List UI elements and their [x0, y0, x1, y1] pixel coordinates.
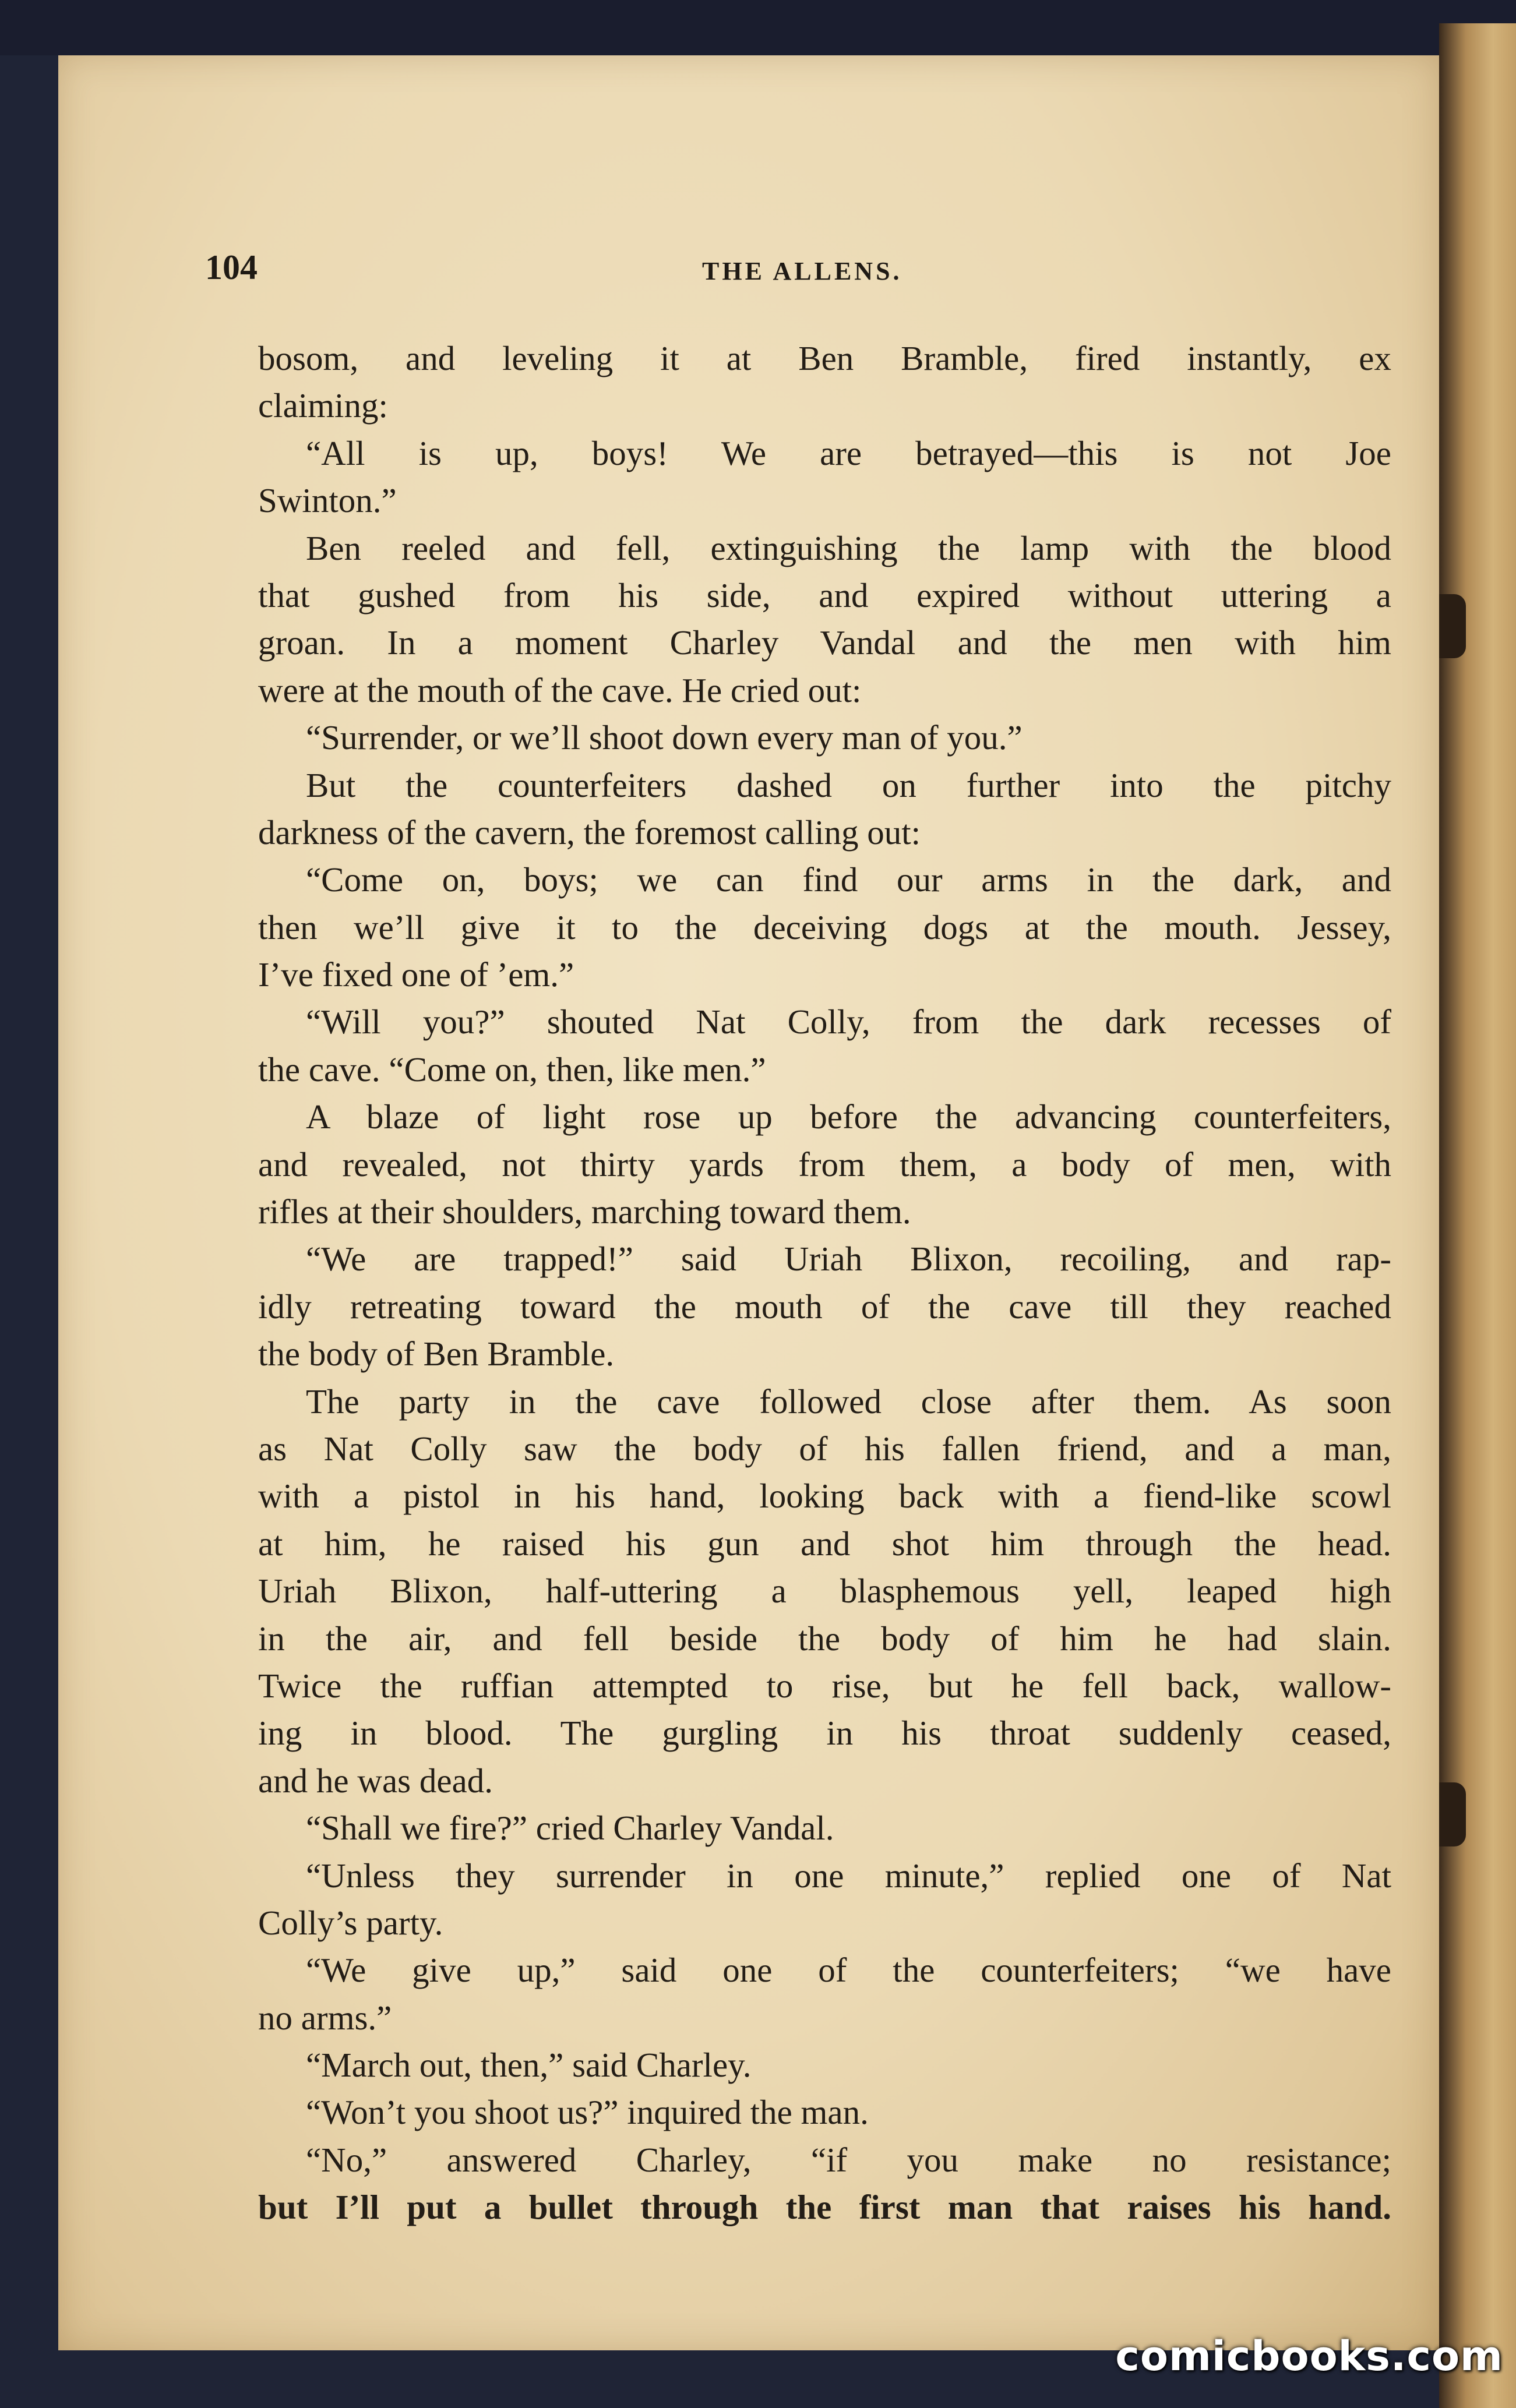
text-line: “No,” answered Charley, “if you make no resistance;: [306, 2140, 1391, 2179]
text-line: A blaze of light rose up before the advancing counterfeiters,: [306, 1097, 1391, 1136]
text-line: “Surrender, or we’ll shoot down every man of you.”: [306, 718, 1023, 757]
text-line: were at the mouth of the cave. He cried out:: [258, 670, 862, 709]
text-line: rifles at their shoulders, marching toward them.: [258, 1192, 911, 1231]
page-number: 104: [205, 248, 258, 287]
text-line: Uriah Blixon, half-uttering a blasphemous yell, leaped high: [258, 1572, 1391, 1611]
text-line: Colly’s party.: [258, 1903, 443, 1942]
text-line: bosom, and leveling it at Ben Bramble, fired instantly, ex: [258, 339, 1391, 377]
text-line: ing in blood. The gurgling in his throat suddenly ceased,: [258, 1714, 1391, 1753]
text-line: Ben reeled and fell, extinguishing the lamp with the blood: [306, 528, 1391, 567]
text-line: no arms.”: [258, 1998, 392, 2037]
text-line: Swinton.”: [258, 481, 397, 520]
text-line: claiming:: [258, 386, 388, 425]
binding-background: [0, 0, 1516, 55]
text-line: but I’ll put a bullet through the first man that raises his hand.: [258, 2188, 1391, 2227]
text-line: “Come on, boys; we can find our arms in the dark, and: [306, 860, 1391, 899]
text-line: “March out, then,” said Charley.: [306, 2046, 752, 2085]
text-line: that gushed from his side, and expired without uttering a: [258, 575, 1391, 615]
text-line: “Will you?” shouted Nat Colly, from the dark recesses of: [306, 1002, 1391, 1041]
text-line: “Won’t you shoot us?” inquired the man.: [306, 2093, 869, 2132]
book-page: [58, 55, 1439, 2350]
text-line: “We give up,” said one of the counterfeiters; “we have: [306, 1951, 1391, 1990]
page-edge-tab: [1439, 1782, 1466, 1846]
text-line: But the counterfeiters dashed on further into the pitchy: [306, 765, 1391, 804]
text-line: “Shall we fire?” cried Charley Vandal.: [306, 1809, 834, 1848]
text-line: groan. In a moment Charley Vandal and the men with him: [258, 623, 1391, 662]
text-line: “All is up, boys! We are betrayed—this is not Joe: [306, 433, 1391, 472]
text-line: and he was dead.: [258, 1761, 493, 1800]
text-line: Twice the ruffian attempted to rise, but he fell back, wallow-: [258, 1666, 1391, 1705]
text-line: the body of Ben Bramble.: [258, 1334, 615, 1374]
text-line: idly retreating toward the mouth of the cave till they reached: [258, 1287, 1391, 1326]
watermark: comicbooks.com: [1115, 2332, 1503, 2380]
running-head: THE ALLENS.: [702, 257, 902, 285]
text-line: and revealed, not thirty yards from them, a body of men, with: [258, 1145, 1391, 1184]
adjacent-page-edge: [1439, 23, 1516, 2408]
text-line: as Nat Colly saw the body of his fallen friend, and a man,: [258, 1429, 1391, 1468]
text-line: the cave. “Come on, then, like men.”: [258, 1050, 766, 1089]
text-line: then we’ll give it to the deceiving dogs at the mouth. Jessey,: [258, 908, 1391, 947]
text-line: I’ve fixed one of ’em.”: [258, 955, 574, 994]
text-line: The party in the cave followed close after them. As soon: [306, 1382, 1391, 1421]
text-line: in the air, and fell beside the body of him he had slain.: [258, 1619, 1391, 1658]
text-line: at him, he raised his gun and shot him through the head.: [258, 1524, 1391, 1563]
text-line: darkness of the cavern, the foremost calling out:: [258, 813, 921, 852]
text-line: “We are trapped!” said Uriah Blixon, recoiling, and rap-: [306, 1240, 1391, 1279]
page-edge-tab: [1439, 594, 1466, 658]
text-line: “Unless they surrender in one minute,” replied one of Nat: [306, 1856, 1391, 1895]
text-line: with a pistol in his hand, looking back with a fiend-like scowl: [258, 1477, 1391, 1516]
body-text: [258, 335, 1391, 2232]
